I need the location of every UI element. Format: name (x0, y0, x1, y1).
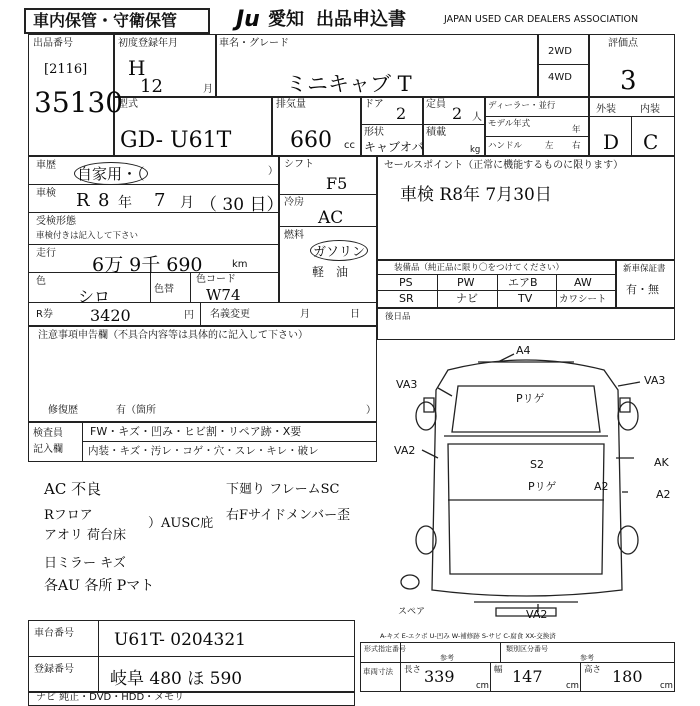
storage-notice: 車内保管・守衛保管 (33, 11, 178, 30)
transfer-label: 名義変更 (210, 309, 250, 320)
length-label: 長さ (404, 665, 422, 675)
color-label: 色 (36, 276, 46, 287)
damage-mark: VA3 (396, 378, 418, 391)
history-label: 車歴 (36, 160, 56, 171)
load-label: 積載 (426, 127, 446, 138)
mileage-label: 走行 (36, 248, 56, 259)
inspector-label: 検査員 (33, 428, 63, 439)
remarks-label: 後日品 (385, 312, 411, 322)
warranty-label: 新車保証書 (623, 264, 666, 274)
inspector-note: 右Fサイドメンバー歪 (226, 508, 351, 523)
drive-2wd: 2WD (548, 46, 572, 57)
interior-label: 内装 (640, 104, 660, 115)
capacity-label: 定員 (426, 99, 446, 110)
width-value: 147 (512, 667, 543, 686)
lot-bracket: [2116] (44, 62, 88, 77)
type-value: GD- U61T (120, 128, 232, 153)
load-unit: kg (470, 145, 481, 155)
ju-logo: Ju (236, 7, 260, 32)
inspector-note: 下廻り フレームSC (226, 482, 340, 497)
equip-sr: SR (399, 292, 414, 305)
color-code: W74 (206, 286, 241, 304)
lot-label: 出品番号 (33, 38, 73, 49)
width-unit: cm (566, 681, 579, 691)
receipt-note: 車検付きは記入して下さい (36, 231, 139, 241)
remarks-box (377, 308, 675, 340)
shift-label: シフト (284, 159, 314, 170)
color-change-label: 色替 (154, 284, 174, 295)
registration-year: 12 (140, 76, 163, 97)
equip-navi: ナビ (456, 292, 478, 305)
width-label: 幅 (494, 665, 503, 675)
repair-close: ） (366, 405, 376, 416)
length-value: 339 (424, 667, 455, 686)
shaken-day: （ 30 日） (200, 195, 284, 215)
cat-label: 類別区分番号 (506, 645, 548, 653)
transfer-day: 日 (350, 309, 360, 320)
damage-mark: A2 (594, 480, 609, 493)
org-name: 愛知 (268, 9, 304, 30)
shaken-year: 8 (98, 190, 110, 211)
recycle-unit: 円 (184, 310, 194, 321)
equip-tv: TV (518, 292, 533, 305)
shaken-month-unit: 月 (180, 195, 194, 211)
equip-aw: AW (574, 276, 592, 289)
displacement-unit: cc (344, 140, 355, 151)
color-code-label: 色コード (196, 274, 236, 285)
bottom-row-text: ナビ 純正・DVD・HDD・メモリ (36, 692, 185, 703)
lot-number: 35130 (34, 86, 124, 119)
shape-value: キャブオバ (364, 140, 424, 154)
registration-era: H (128, 56, 146, 80)
shaken-era: R (76, 190, 90, 211)
shaken-label: 車検 (36, 188, 56, 199)
history-value (74, 162, 148, 185)
displacement-label: 排気量 (276, 99, 306, 110)
drive-4wd: 4WD (548, 72, 572, 83)
recycle-label: R券 (36, 309, 53, 320)
damage-mark: VA3 (644, 374, 666, 387)
capacity-value: 2 (452, 104, 463, 123)
equip-airbag: エアB (508, 276, 538, 289)
doors-label: ドア (364, 99, 384, 110)
damage-mark: Pリゲ (528, 480, 557, 493)
height-value: 180 (612, 667, 643, 686)
inspector-note: ）AUSC庇 (148, 516, 214, 531)
shaken-year-unit: 年 (118, 195, 132, 211)
exterior-label: 外装 (596, 104, 616, 115)
damage-mark: AK (654, 456, 669, 469)
inspector-note: アオリ 荷台床 (44, 528, 127, 543)
repair-value: 有（箇所 (116, 405, 156, 416)
spec-ref: 参考 (440, 654, 454, 662)
registration-month-unit: 月 (203, 84, 213, 95)
mileage-value: 6万 9千 690 (92, 254, 203, 276)
chassis-label: 車台番号 (34, 628, 74, 639)
notes-label: 注意事項申告欄（不具合内容等は具体的に記入して下さい） (38, 330, 308, 341)
selling-point-label: セールスポイント（正常に機能するものに限ります） (384, 160, 624, 171)
damage-mark: S2 (530, 458, 544, 471)
color-value: シロ (78, 287, 111, 306)
registration-label: 初度登録年月 (118, 38, 178, 49)
history-circled: 自家用・（ (74, 162, 148, 185)
repair-label: 修復歴 (48, 405, 78, 416)
fuel-diesel: 軽 油 (312, 265, 349, 279)
score-label: 評価点 (608, 38, 638, 49)
damage-mark: VA2 (526, 608, 548, 621)
fuel-label: 燃料 (284, 230, 304, 241)
history-close: ） (268, 166, 278, 177)
damage-mark: VA2 (394, 444, 416, 457)
spec-label: 形式指定番号 (364, 645, 406, 653)
height-label: 高さ (584, 665, 602, 675)
plate-label: 登録番号 (34, 664, 74, 675)
doc-title: 出品申込書 (316, 9, 406, 30)
inspector-note: 各AU 各所 Pマト (44, 578, 155, 594)
displacement-value: 660 (290, 128, 332, 153)
inspector-note: 日ミラー キズ (44, 556, 126, 571)
damage-diagram (378, 340, 675, 640)
model-name: ミニキャブ T (286, 72, 412, 96)
model-name-label: 車名・グレード (219, 38, 289, 49)
size-label: 車両寸法 (363, 667, 393, 676)
equip-pw: PW (457, 276, 475, 289)
capacity-unit: 人 (472, 112, 482, 123)
height-unit: cm (660, 681, 673, 691)
cat-ref: 参考 (580, 654, 594, 662)
ac-label: 冷房 (284, 197, 304, 208)
handle-label: ハンドル (488, 141, 523, 151)
mileage-unit: km (232, 259, 248, 270)
handle-right: 右 (572, 141, 581, 151)
equip-ps: PS (399, 276, 413, 289)
type-label: 型式 (118, 99, 138, 110)
length-unit: cm (476, 681, 489, 691)
inspector-note: Rフロア (44, 508, 93, 523)
score-value: 3 (620, 66, 637, 96)
shaken-month: 7 (154, 190, 166, 211)
damage-mark: スペア (398, 607, 426, 617)
chassis-number: U61T- 0204321 (114, 630, 246, 650)
equipment-label: 装備品（純正品に限り〇をつけてください） (394, 263, 565, 273)
equip-seat: カワシート (559, 294, 607, 305)
inspector-note: AC 不良 (44, 480, 102, 498)
fuel-gasoline (310, 240, 368, 261)
org-english: JAPAN USED CAR DEALERS ASSOCIATION (444, 14, 639, 25)
handle-left: 左 (545, 141, 554, 151)
interior-score: C (643, 130, 659, 154)
damage-legend: A-キズ E-エクボ U-凹み W-補修跡 S-サビ C-腐食 XX-交換済 (380, 632, 556, 640)
ac-value: AC (318, 208, 344, 228)
dealer-label: ディーラー・並行 (488, 101, 556, 111)
exterior-score: D (603, 130, 620, 154)
selling-point-text: 車検 R8年 7月30日 (400, 185, 552, 205)
inspector-row1: FW・キズ・凹み・ヒビ割・リペア跡・X要 (90, 425, 302, 438)
damage-mark: Pリゲ (516, 392, 545, 405)
inspector-entry-label: 記入欄 (33, 444, 63, 455)
shape-label: 形状 (364, 127, 384, 138)
shift-value: F5 (326, 174, 348, 193)
inspector-row2: 内装・キズ・汚レ・コゲ・穴・スレ・キレ・破レ (88, 445, 319, 457)
doors-value: 2 (396, 104, 407, 123)
plate-number: 岐阜 480 ほ 590 (110, 669, 243, 689)
fuel-circled: ガソリン (310, 240, 368, 261)
receipt-label: 受検形態 (36, 216, 76, 227)
damage-mark: A2 (656, 488, 671, 501)
recycle-value: 3420 (90, 306, 131, 325)
transfer-month: 月 (300, 309, 310, 320)
model-year-label: モデル年式 (488, 119, 531, 129)
damage-mark: A4 (516, 344, 531, 357)
warranty-value: 有・無 (626, 283, 659, 296)
model-year-unit: 年 (572, 125, 581, 135)
